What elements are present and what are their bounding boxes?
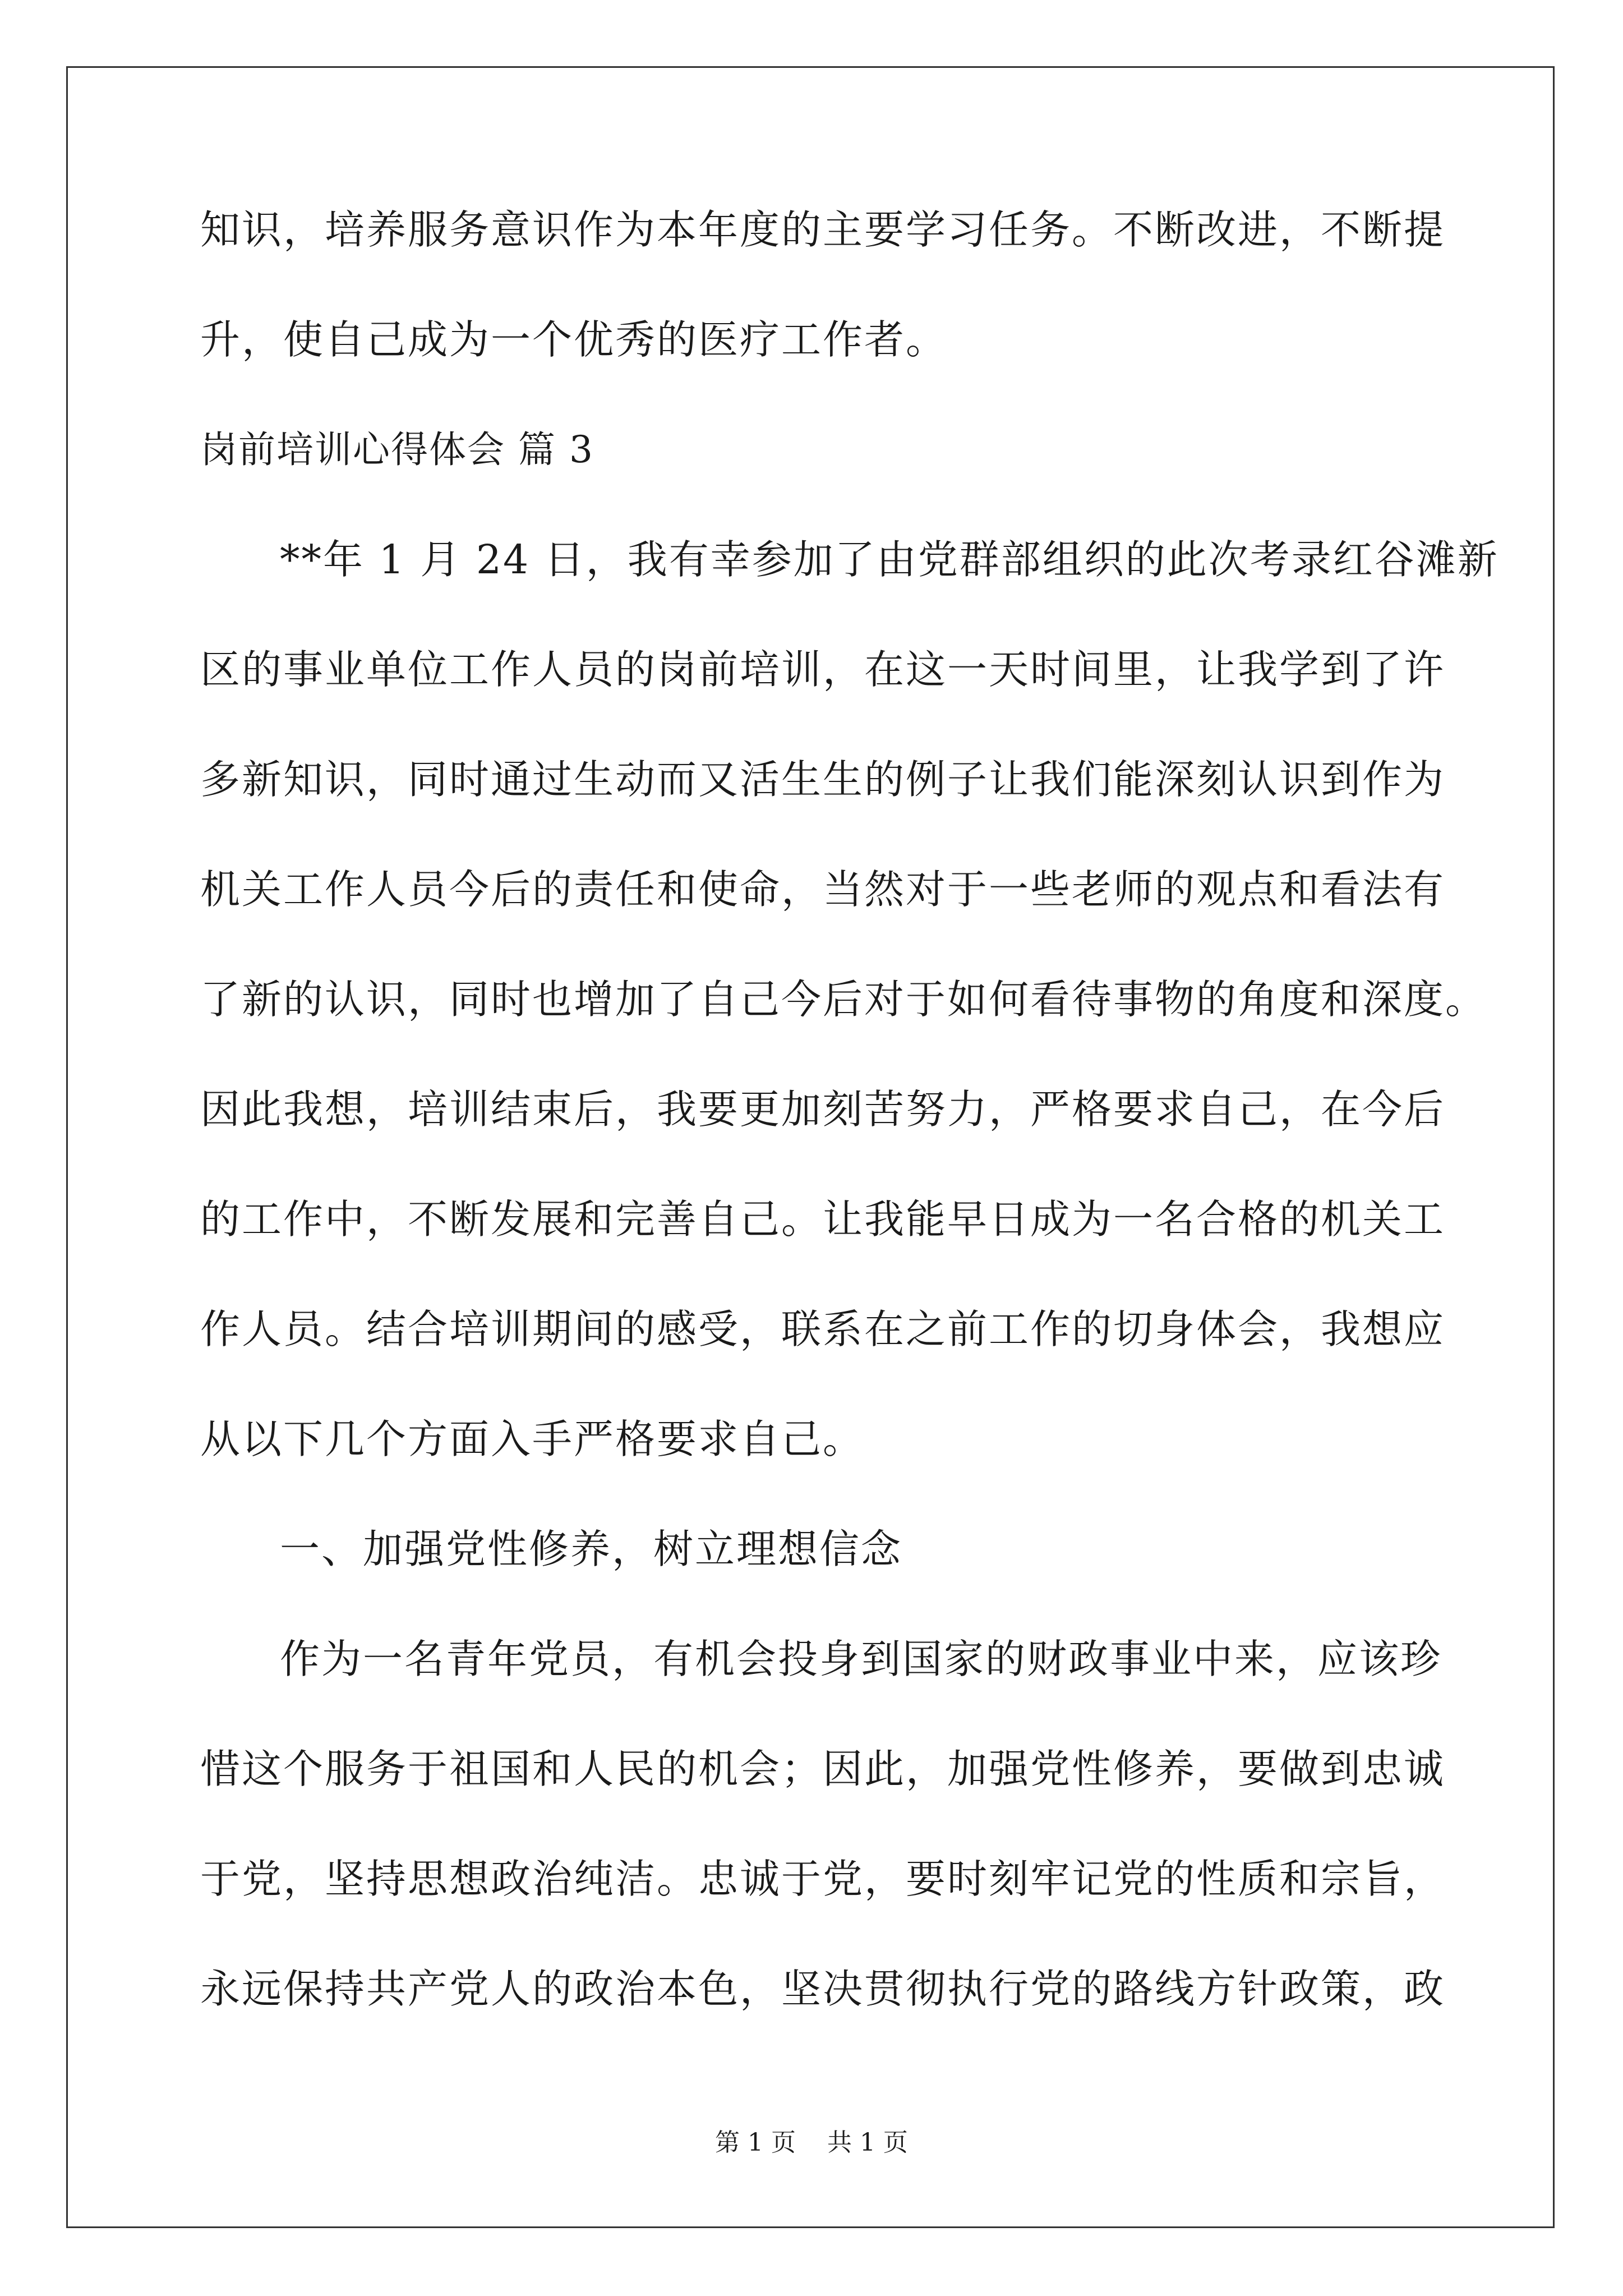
text-line: 知识，培养服务意识作为本年度的主要学习任务。不断改进，不断提 (200, 206, 1446, 253)
text-line: 于党，坚持思想政治纯洁。忠诚于党，要时刻牢记党的性质和宗旨， (200, 1856, 1446, 1902)
text-line: 机关工作人员今后的责任和使命，当然对于一些老师的观点和看法有 (200, 866, 1446, 913)
page-footer: 第 1 页 共 1 页 (715, 2128, 908, 2157)
text-line: 作人员。结合培训期间的感受，联系在之前工作的切身体会，我想应 (200, 1306, 1446, 1352)
text-line: 因此我想，培训结束后，我要更加刻苦努力，严格要求自己，在今后 (200, 1086, 1446, 1133)
text-line: 惜这个服务于祖国和人民的机会；因此，加强党性修养，要做到忠诚 (200, 1746, 1446, 1792)
text-line: 作为一名青年党员，有机会投身到国家的财政事业中来，应该珍 (280, 1636, 1442, 1682)
subheading: 一、加强党性修养，树立理想信念 (280, 1526, 903, 1572)
text-line: 永远保持共产党人的政治本色，坚决贯彻执行党的路线方针政策，政 (200, 1966, 1446, 2012)
text-line: 升，使自己成为一个优秀的医疗工作者。 (200, 316, 948, 363)
text-line: 的工作中，不断发展和完善自己。让我能早日成为一名合格的机关工 (200, 1196, 1446, 1243)
text-line: 区的事业单位工作人员的岗前培训，在这一天时间里，让我学到了许 (200, 646, 1446, 693)
text-line: **年 1 月 24 日，我有幸参加了由党群部组织的此次考录红谷滩新 (280, 536, 1499, 583)
text-line: 了新的认识，同时也增加了自己今后对于如何看待事物的角度和深度。 (200, 976, 1487, 1023)
section-heading: 岗前培训心得体会 篇 3 (200, 428, 594, 471)
text-line: 多新知识，同时通过生动而又活生生的例子让我们能深刻认识到作为 (200, 756, 1446, 803)
text-line: 从以下几个方面入手严格要求自己。 (200, 1416, 865, 1462)
